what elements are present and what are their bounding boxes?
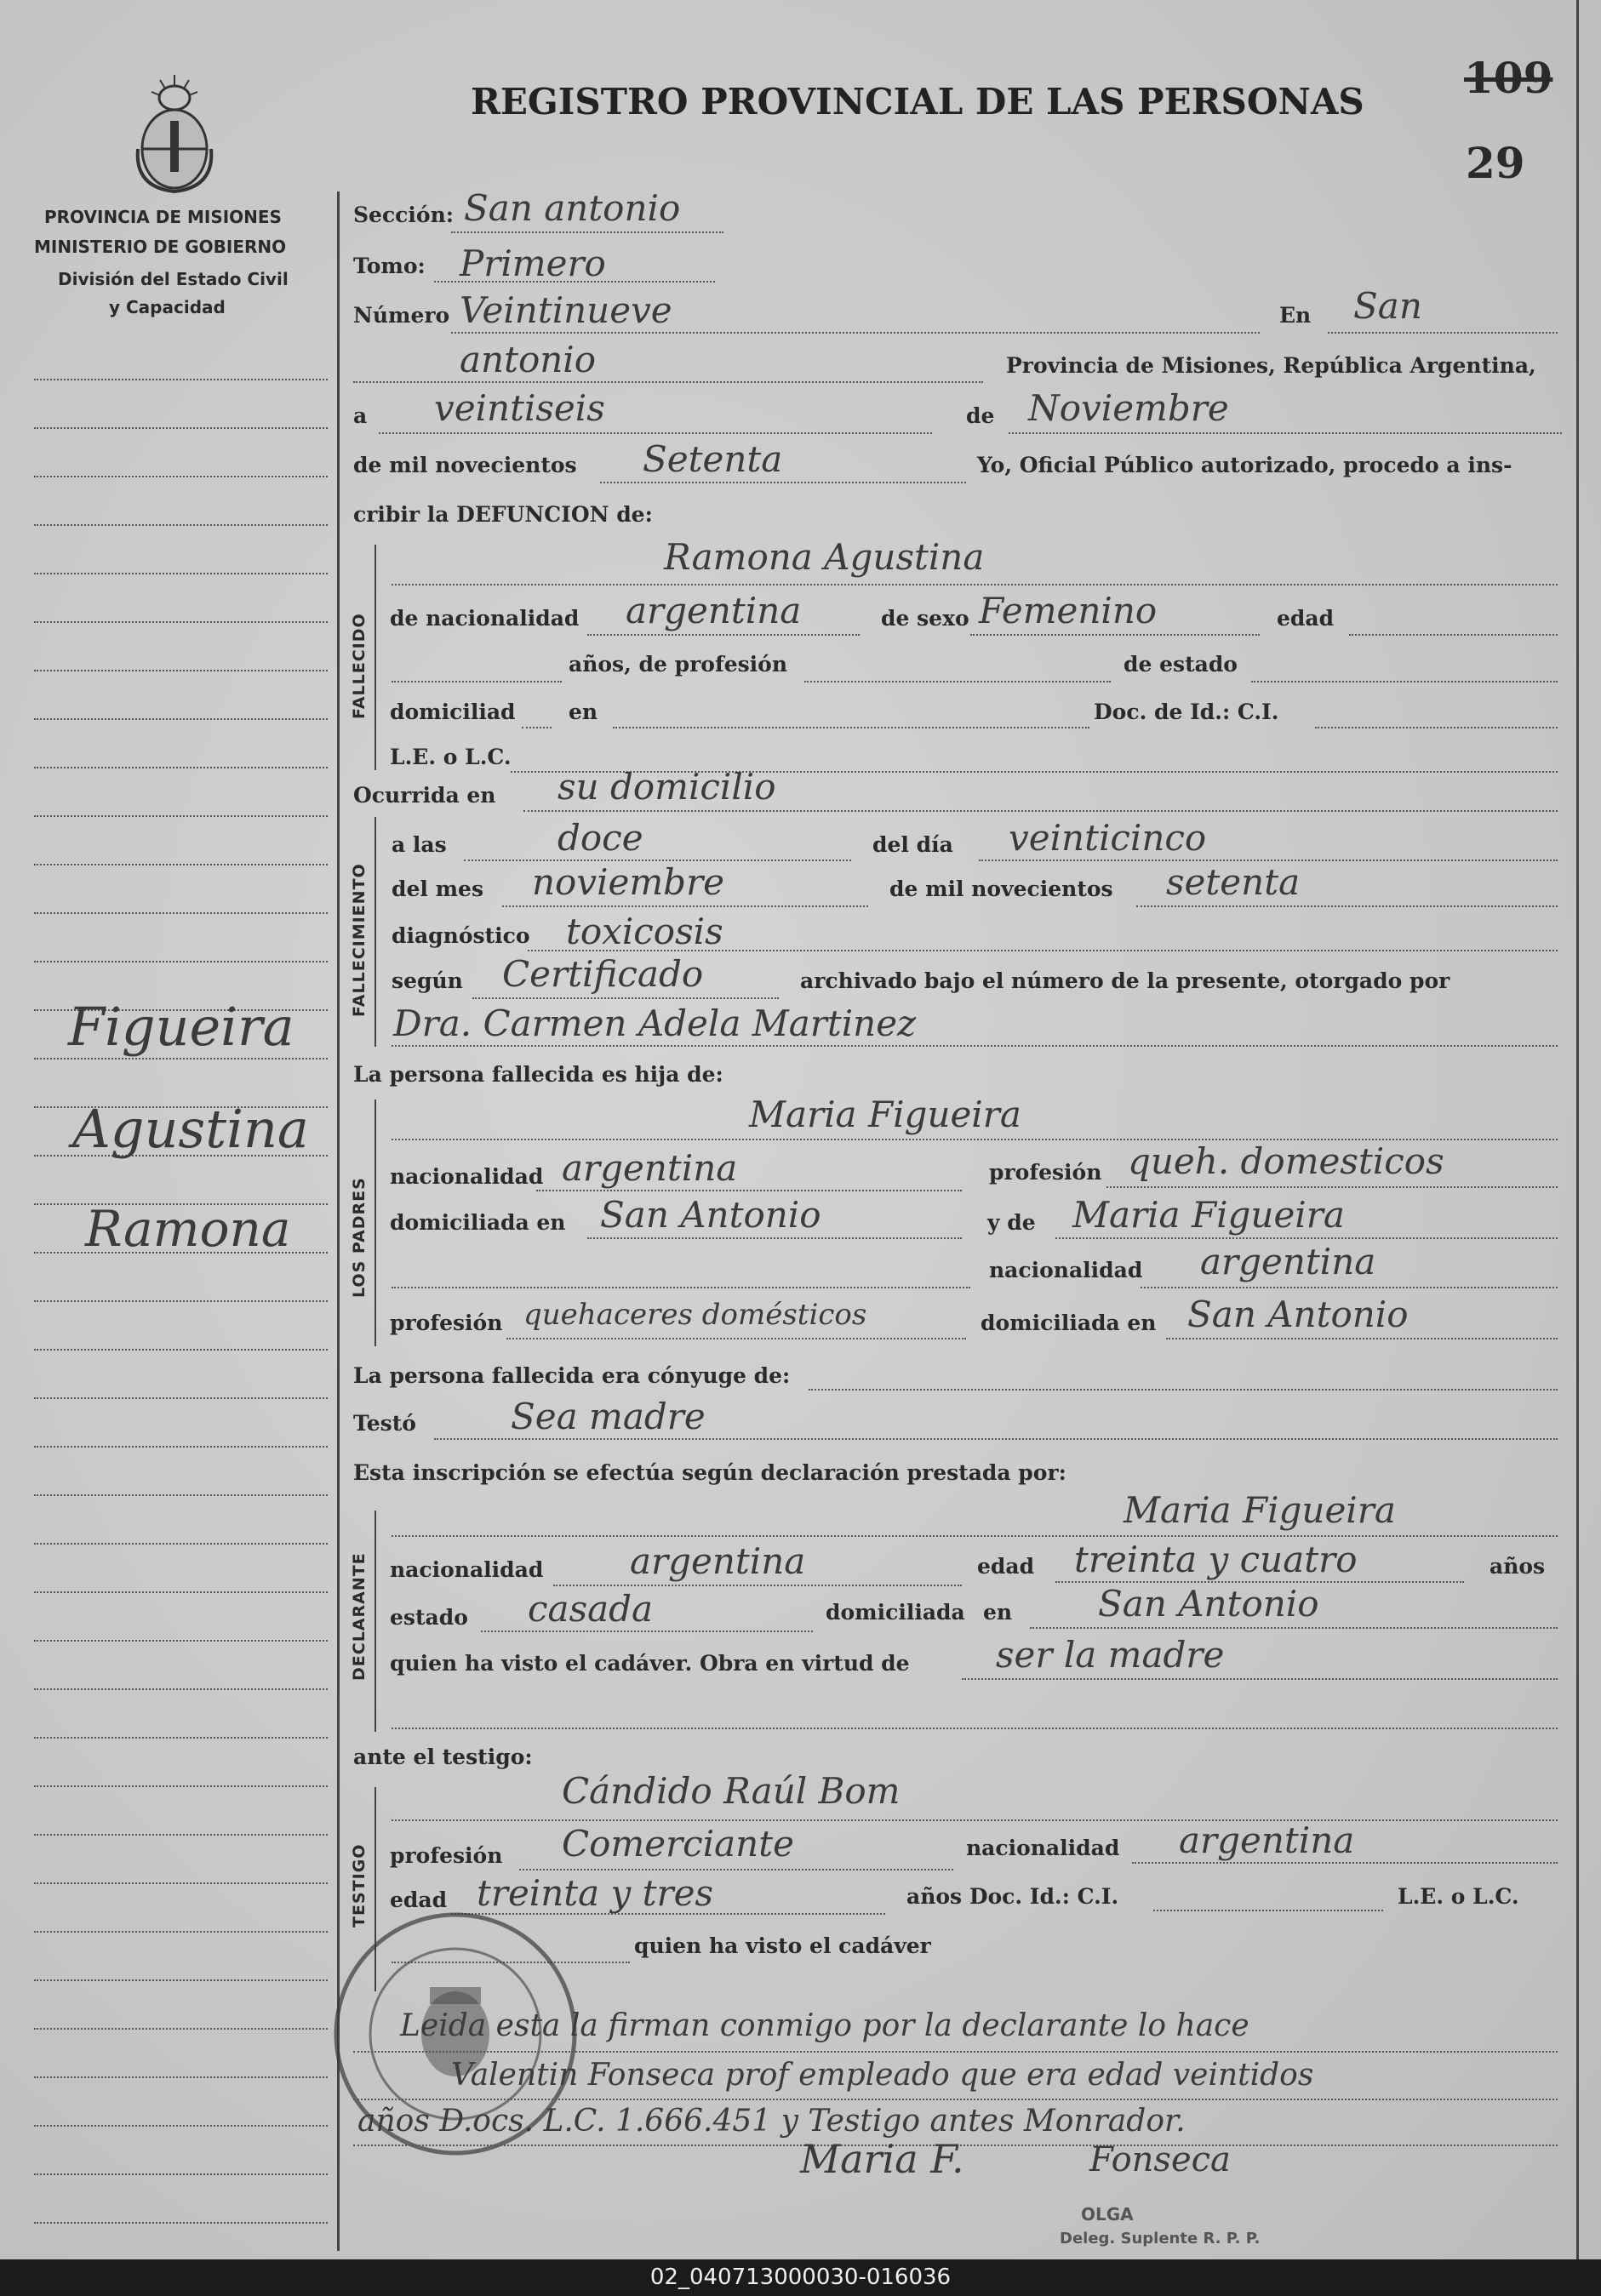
margin-ruled-line: [34, 1397, 328, 1399]
test-anos-doc-label: años Doc. Id.: C.I.: [906, 1884, 1119, 1909]
provincia-label: Provincia de Misiones, República Argentina,: [1006, 353, 1536, 378]
seccion-label: Sección:: [353, 203, 454, 227]
test-le-lc-label: L.E. o L.C.: [1398, 1884, 1519, 1909]
de-mil2-line: [1136, 905, 1558, 907]
footer-line2: [353, 2099, 1558, 2100]
padres-profesion-label: profesión: [989, 1160, 1102, 1185]
margin-ruled-line: [34, 1543, 328, 1545]
de-sexo-label: de sexo: [881, 606, 969, 631]
de-mil2-label: de mil novecientos: [889, 877, 1113, 901]
margin-ruled-line: [34, 1882, 328, 1884]
fallecimiento-bracket: [375, 817, 376, 1047]
madre-nacionalidad-value: argentina: [562, 1147, 738, 1189]
margin-ruled-line: [34, 1979, 328, 1981]
stamp-role-label: Deleg. Suplente R. P. P.: [1060, 2230, 1261, 2247]
de-mes-value: Noviembre: [1028, 387, 1229, 429]
padres-bracket: [375, 1099, 376, 1346]
de-estado-label: de estado: [1124, 652, 1238, 677]
margin-ruled-line: [34, 2125, 328, 2127]
de-mil2-value: setenta: [1166, 861, 1301, 903]
ocurrida-en-line: [523, 810, 1558, 812]
test-visto-label: quien ha visto el cadáver: [634, 1933, 931, 1958]
y-de-line: [1055, 1237, 1558, 1239]
testigo-line: [392, 1819, 1558, 1821]
decl-estado-label: estado: [390, 1605, 468, 1630]
testigo-value: Cándido Raúl Bom: [562, 1770, 901, 1812]
decl-estado-value: casada: [528, 1588, 654, 1630]
doc-id-line: [1315, 727, 1558, 728]
margin-ruled-line: [34, 379, 328, 380]
y-de-profesion-value: quehaceres domésticos: [523, 1298, 867, 1332]
del-mes-value: noviembre: [532, 861, 724, 903]
signature-olga: OLGA: [1081, 2204, 1134, 2225]
del-mes-label: del mes: [392, 877, 484, 901]
nacionalidad-value: argentina: [626, 590, 802, 631]
a-dia-line: [379, 432, 932, 434]
en2-line: [613, 727, 1089, 728]
margin-ruled-line: [34, 1591, 328, 1593]
decl-domicilio-value: San Antonio: [1098, 1583, 1319, 1625]
domiciliad-label: domiciliad: [390, 700, 516, 724]
decl-nacionalidad-label: nacionalidad: [390, 1557, 544, 1582]
madre-domicilio-value: San Antonio: [600, 1194, 821, 1236]
ministry-label: MINISTERIO DE GOBIERNO: [34, 237, 287, 257]
margin-ruled-line: [34, 621, 328, 623]
segun-value: Certificado: [502, 953, 704, 995]
sexo-line: [970, 634, 1260, 636]
test-nacionalidad-label: nacionalidad: [966, 1836, 1120, 1860]
anio-line: [600, 482, 966, 483]
y-de-value: Maria Figueira: [1072, 1194, 1345, 1236]
margin-ruled-line: [34, 1785, 328, 1787]
cribir-label: cribir la DEFUNCION de:: [353, 502, 653, 527]
division-label: División del Estado Civil: [58, 269, 289, 289]
margin-ruled-line: [34, 1058, 328, 1059]
testo-label: Testó: [353, 1411, 416, 1436]
madre-nacionalidad-line: [536, 1190, 962, 1191]
ocurrida-en-value: su domicilio: [557, 766, 776, 808]
y-de-nacionalidad-line: [1141, 1287, 1558, 1288]
margin-ruled-line: [34, 1446, 328, 1448]
decl-anos-label: años: [1490, 1554, 1546, 1579]
margin-ruled-line: [34, 573, 328, 574]
fallecido-bracket: [375, 545, 376, 770]
nacionalidad-line: [587, 634, 860, 636]
a-dia-value: veintiseis: [434, 387, 605, 429]
province-label: PROVINCIA DE MISIONES: [44, 207, 282, 227]
declarante-bracket: [375, 1511, 376, 1732]
del-dia-label: del día: [872, 832, 953, 857]
margin-ruled-line: [34, 912, 328, 914]
tomo-label: Tomo:: [353, 254, 426, 278]
margin-ruled-line: [34, 2222, 328, 2224]
coat-of-arms-emblem: [126, 68, 224, 196]
tomo-value: Primero: [460, 243, 606, 284]
en-value: San: [1353, 285, 1422, 327]
a-las-value: doce: [557, 817, 643, 859]
margin-ruled-line: [34, 1737, 328, 1739]
seccion-value: San antonio: [464, 187, 681, 229]
del-dia-value: veinticinco: [1009, 817, 1207, 859]
test-ci-line: [1153, 1910, 1383, 1911]
anio-value: Setenta: [643, 438, 783, 480]
otorgado-por-line: [392, 1045, 1558, 1047]
margin-ruled-line: [34, 2028, 328, 2030]
margin-ruled-line: [34, 1349, 328, 1351]
image-caption: 02_040713000030-016036: [649, 2265, 952, 2290]
yo-oficial-label: Yo, Oficial Público autorizado, procedo a ins-: [977, 453, 1512, 477]
ante-testigo-label: ante el testigo:: [353, 1745, 533, 1769]
diagnostico-value: toxicosis: [566, 911, 723, 952]
footer-line1: [353, 2051, 1558, 2053]
margin-ruled-line: [34, 815, 328, 817]
margin-ruled-line: [34, 524, 328, 526]
margin-ruled-line: [34, 2173, 328, 2175]
decl-estado-line: [481, 1631, 813, 1632]
padres-nacionalidad2-label: nacionalidad: [989, 1258, 1143, 1282]
madre-profesion-line: [1106, 1186, 1558, 1188]
y-de-nacionalidad-value: argentina: [1200, 1241, 1376, 1282]
testigo-side-label: TESTIGO: [350, 1843, 369, 1928]
margin-ruled-line: [34, 1300, 328, 1302]
en-continued-value: antonio: [460, 339, 597, 380]
archivado-label: archivado bajo el número de la presente, otorgado por: [800, 968, 1450, 993]
en-continued-line: [353, 381, 983, 383]
anos-profesion-label: años, de profesión: [569, 652, 788, 677]
decl-nacionalidad-line: [553, 1585, 962, 1586]
y-de-profesion-line: [506, 1338, 966, 1339]
numero-value: Veintinueve: [460, 289, 672, 331]
margin-ruled-line: [34, 1688, 328, 1690]
test-profesion-label: profesión: [390, 1843, 503, 1868]
sexo-value: Femenino: [979, 590, 1158, 631]
a-label: a: [353, 403, 368, 428]
hija-de-label: La persona fallecida es hija de:: [353, 1062, 723, 1087]
y-de-domicilio-line: [1166, 1338, 1558, 1339]
domiciliad-line: [522, 727, 552, 728]
profesion-line: [804, 681, 1111, 683]
conyuge-label: La persona fallecida era cónyuge de:: [353, 1363, 791, 1388]
decl-obra-line: [962, 1678, 1558, 1680]
conyuge-line: [809, 1389, 1558, 1391]
diagnostico-label: diagnóstico: [392, 923, 530, 948]
padres-side-label: LOS PADRES: [350, 1177, 369, 1298]
testo-line: [434, 1438, 1558, 1440]
edad-line: [1349, 634, 1558, 636]
declarante-value: Maria Figueira: [1124, 1489, 1396, 1531]
y-de-label: y de: [987, 1210, 1036, 1235]
footer-note-line3: años D.ocs. L.C. 1.666.451 y Testigo antes Monrador.: [357, 2104, 1186, 2139]
test-edad-label: edad: [390, 1888, 448, 1912]
de-nacionalidad-label: de nacionalidad: [390, 606, 580, 631]
fallecido-nombre-value: Ramona Agustina: [664, 536, 985, 578]
margin-ruled-line: [34, 1931, 328, 1933]
declarante-side-label: DECLARANTE: [350, 1552, 369, 1681]
signature-left: Maria F.: [800, 2136, 964, 2182]
right-vertical-rule: [1576, 0, 1579, 2259]
fallecimiento-side-label: FALLECIMIENTO: [350, 863, 369, 1017]
madre-value: Maria Figueira: [749, 1094, 1021, 1135]
margin-ruled-line: [34, 1640, 328, 1642]
madre-domicilio-line: [587, 1237, 962, 1239]
margin-ruled-line: [34, 476, 328, 477]
edad-label: edad: [1277, 606, 1335, 631]
decl-edad-value: treinta y cuatro: [1074, 1539, 1358, 1580]
test-nacionalidad-value: argentina: [1179, 1819, 1355, 1861]
madre-profesion-value: queh. domesticos: [1128, 1140, 1444, 1182]
padres-profesion2-label: profesión: [390, 1311, 503, 1335]
test-nacionalidad-line: [1132, 1862, 1558, 1864]
margin-note-line1: Figueira: [68, 996, 294, 1058]
de-mes-line: [1009, 432, 1562, 434]
decl-en-label: en: [983, 1600, 1013, 1625]
en-label: En: [1279, 303, 1312, 328]
numero-label: Número: [353, 303, 450, 328]
margin-ruled-line: [34, 670, 328, 671]
margin-ruled-line: [34, 961, 328, 962]
declarante-line: [392, 1535, 1558, 1537]
de-mil-label: de mil novecientos: [353, 453, 577, 477]
diagnostico-line: [528, 950, 1558, 951]
y-de-domicilio-value: San Antonio: [1187, 1294, 1409, 1335]
otorgado-por-value: Dra. Carmen Adela Martinez: [393, 1002, 917, 1044]
folio-number: 29: [1466, 138, 1525, 188]
padres-nacionalidad-label: nacionalidad: [390, 1164, 544, 1189]
margin-note-line3: Ramona: [85, 1200, 291, 1258]
footer-note-line1: Leida esta la firman conmigo por la declarante lo hace: [400, 2008, 1249, 2043]
folio-number-struck: 109: [1464, 53, 1553, 103]
decl-domiciliada-label: domiciliada: [826, 1600, 965, 1625]
anos-line: [392, 681, 562, 683]
decl-visto-label: quien ha visto el cadáver. Obra en virtud de: [390, 1651, 910, 1676]
segun-line: [472, 997, 779, 999]
le-lc-label: L.E. o L.C.: [390, 745, 512, 769]
document-title: REGISTRO PROVINCIAL DE LAS PERSONAS: [471, 81, 1364, 123]
en2-label: en: [569, 700, 598, 724]
decl-domicilio-line: [1030, 1627, 1558, 1629]
inscripcion-label: Esta inscripción se efectúa según declaración prestada por:: [353, 1460, 1066, 1485]
ocurrida-en-label: Ocurrida en: [353, 783, 496, 808]
padres-blank-line: [392, 1287, 970, 1288]
margin-ruled-line: [34, 767, 328, 768]
capacity-label: y Capacidad: [109, 297, 226, 317]
fallecido-side-label: FALLECIDO: [350, 613, 369, 719]
de-label: de: [966, 403, 995, 428]
margin-ruled-line: [34, 864, 328, 865]
padres-domiciliada2-label: domiciliada en: [981, 1311, 1157, 1335]
doc-id-label: Doc. de Id.: C.I.: [1094, 700, 1279, 724]
del-mes-line: [502, 905, 868, 907]
margin-ruled-line: [34, 1834, 328, 1836]
en-line: [1328, 332, 1558, 334]
fallecido-nombre-line: [392, 584, 1558, 585]
tomo-line: [434, 281, 715, 283]
margin-ruled-line: [34, 2076, 328, 2078]
margin-ruled-line: [34, 427, 328, 429]
margin-ruled-line: [34, 1494, 328, 1496]
test-edad-value: treinta y tres: [477, 1872, 714, 1914]
testo-value: Sea madre: [511, 1396, 706, 1437]
padres-domiciliada-label: domiciliada en: [390, 1210, 566, 1235]
decl-edad-label: edad: [977, 1554, 1035, 1579]
estado-line: [1251, 681, 1558, 683]
test-profesion-value: Comerciante: [562, 1823, 794, 1865]
decl-blank-line: [392, 1728, 1558, 1729]
signature-right: Fonseca: [1089, 2140, 1231, 2179]
a-las-label: a las: [392, 832, 447, 857]
segun-label: según: [392, 968, 463, 993]
decl-nacionalidad-value: argentina: [630, 1540, 806, 1582]
footer-note-line2: Valentin Fonseca prof empleado que era edad veintidos: [451, 2058, 1314, 2093]
test-profesion-line: [519, 1869, 953, 1870]
margin-ruled-line: [34, 718, 328, 720]
seccion-line: [451, 231, 723, 233]
decl-obra-value: ser la madre: [996, 1634, 1225, 1676]
numero-line: [451, 332, 1260, 334]
margin-note-line2: Agustina: [72, 1098, 309, 1160]
